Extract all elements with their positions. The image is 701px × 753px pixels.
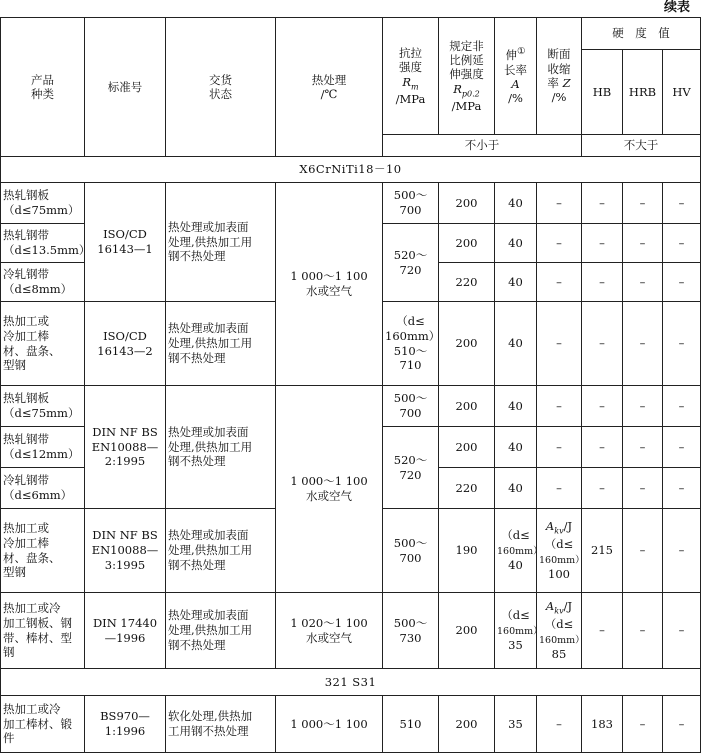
rm-cell: 520～ 720 xyxy=(383,224,439,302)
col-z: 断面 收缩 率 Z /% xyxy=(537,18,582,135)
delivery-cell: 热处理或加表面 处理,供热加工用 钢不热处理 xyxy=(166,593,276,669)
heat-cell: 1 000～1 100 水或空气 xyxy=(276,183,383,386)
col-standard: 标准号 xyxy=(85,18,166,157)
col-a: 伸① 长率 A /% xyxy=(495,18,537,135)
hb-cell: – xyxy=(582,183,623,224)
col-hrb: HRB xyxy=(623,50,663,135)
product-cell: 冷轧钢带 （d≤6mm） xyxy=(1,468,85,509)
hrb-cell: – xyxy=(623,593,663,669)
rp-cell: 200 xyxy=(439,427,495,468)
product-cell: 热加工或 冷加工棒 材、盘条、 型钢 xyxy=(1,509,85,593)
delivery-cell: 热处理或加表面 处理,供热加工用 钢不热处理 xyxy=(166,386,276,509)
heat-cell: 1 000～1 100 水或空气 xyxy=(276,386,383,593)
product-cell: 热轧钢带 （d≤12mm） xyxy=(1,427,85,468)
rm-cell: 500～ 700 xyxy=(383,183,439,224)
hb-cell: – xyxy=(582,263,623,302)
hv-cell: – xyxy=(663,302,701,386)
hrb-cell: – xyxy=(623,509,663,593)
section-title: 321 S31 xyxy=(1,669,701,696)
col-hardness: 硬 度 值 xyxy=(582,18,701,50)
section-title: X6CrNiTi18－10 xyxy=(1,157,701,183)
hb-cell: – xyxy=(582,468,623,509)
hv-cell: – xyxy=(663,427,701,468)
hv-cell: – xyxy=(663,183,701,224)
rp-cell: 200 xyxy=(439,224,495,263)
hb-cell: – xyxy=(582,386,623,427)
product-cell: 热轧钢板 （d≤75mm） xyxy=(1,386,85,427)
hb-cell: 183 xyxy=(582,696,623,753)
product-cell: 热加工或 冷加工棒 材、盘条、 型钢 xyxy=(1,302,85,386)
a-cell: 35 xyxy=(495,696,537,753)
hv-cell: – xyxy=(663,696,701,753)
col-product: 产品 种类 xyxy=(1,18,85,157)
col-rp: 规定非 比例延 伸强度 $R_{p0.2}$ /MPa xyxy=(439,18,495,135)
hv-cell: – xyxy=(663,509,701,593)
heat-cell: 1 000～1 100 xyxy=(276,696,383,753)
standard-cell: ISO/CD 16143—2 xyxy=(85,302,166,386)
hrb-cell: – xyxy=(623,468,663,509)
rp-cell: 200 xyxy=(439,696,495,753)
col-hv: HV xyxy=(663,50,701,135)
standard-cell: DIN 17440 —1996 xyxy=(85,593,166,669)
product-cell: 热轧钢带 （d≤13.5mm） xyxy=(1,224,85,263)
table-row xyxy=(1,696,701,753)
label-not-more: 不大于 xyxy=(582,135,701,157)
z-cell: – xyxy=(537,224,582,263)
a-cell: （d≤ 160mm） 40 xyxy=(495,509,537,593)
rp-cell: 200 xyxy=(439,183,495,224)
rm-cell: 500～ 730 xyxy=(383,593,439,669)
col-heat: 热处理 /℃ xyxy=(276,18,383,157)
delivery-cell: 热处理或加表面 处理,供热加工用 钢不热处理 xyxy=(166,509,276,593)
hv-cell: – xyxy=(663,468,701,509)
col-hb: HB xyxy=(582,50,623,135)
delivery-cell: 热处理或加表面 处理,供热加工用 钢不热处理 xyxy=(166,302,276,386)
hrb-cell: – xyxy=(623,302,663,386)
hrb-cell: – xyxy=(623,386,663,427)
z-cell: – xyxy=(537,263,582,302)
rm-cell: 520～ 720 xyxy=(383,427,439,509)
product-cell: 热轧钢板 （d≤75mm） xyxy=(1,183,85,224)
label-not-less: 不小于 xyxy=(383,135,582,157)
hb-cell: – xyxy=(582,593,623,669)
z-cell: – xyxy=(537,302,582,386)
rp-cell: 220 xyxy=(439,468,495,509)
hv-cell: – xyxy=(663,224,701,263)
rp-cell: 200 xyxy=(439,593,495,669)
rm-cell: 500～ 700 xyxy=(383,386,439,427)
z-cell: $A_{kv}/J$ （d≤ 160mm） 85 xyxy=(537,593,582,669)
a-cell: 40 xyxy=(495,302,537,386)
rp-cell: 200 xyxy=(439,386,495,427)
rp-cell: 220 xyxy=(439,263,495,302)
a-cell: 40 xyxy=(495,427,537,468)
standard-cell: ISO/CD 16143—1 xyxy=(85,183,166,302)
table-row xyxy=(1,593,701,669)
z-cell: – xyxy=(537,696,582,753)
continued-label: 续表 xyxy=(663,0,690,15)
hrb-cell: – xyxy=(623,224,663,263)
rp-cell: 190 xyxy=(439,509,495,593)
z-cell: – xyxy=(537,427,582,468)
standard-cell: DIN NF BS EN10088— 2:1995 xyxy=(85,386,166,509)
a-cell: 40 xyxy=(495,183,537,224)
z-cell: – xyxy=(537,183,582,224)
a-cell: 40 xyxy=(495,263,537,302)
delivery-cell: 热处理或加表面 处理,供热加工用 钢不热处理 xyxy=(166,183,276,302)
hrb-cell: – xyxy=(623,427,663,468)
standard-cell: DIN NF BS EN10088— 3:1995 xyxy=(85,509,166,593)
product-cell: 热加工或冷 加工钢板、钢 带、棒材、型 钢 xyxy=(1,593,85,669)
col-rm: 抗拉 强度 $R_m$ /MPa xyxy=(383,18,439,135)
hrb-cell: – xyxy=(623,696,663,753)
rm-cell: （d≤ 160mm） 510～ 710 xyxy=(383,302,439,386)
col-delivery: 交货 状态 xyxy=(166,18,276,157)
hv-cell: – xyxy=(663,263,701,302)
hv-cell: – xyxy=(663,593,701,669)
z-cell: – xyxy=(537,468,582,509)
properties-table xyxy=(0,17,701,753)
hrb-cell: – xyxy=(623,263,663,302)
hb-cell: – xyxy=(582,224,623,263)
delivery-cell: 软化处理,供热加 工用钢不热处理 xyxy=(166,696,276,753)
z-cell: $A_{kv}/J$ （d≤ 160mm） 100 xyxy=(537,509,582,593)
rm-cell: 500～ 700 xyxy=(383,509,439,593)
hv-cell: – xyxy=(663,386,701,427)
rm-cell: 510 xyxy=(383,696,439,753)
table-row xyxy=(1,183,701,224)
product-cell: 冷轧钢带 （d≤8mm） xyxy=(1,263,85,302)
z-cell: – xyxy=(537,386,582,427)
header-row xyxy=(1,18,701,50)
heat-cell: 1 020～1 100 水或空气 xyxy=(276,593,383,669)
hb-cell: – xyxy=(582,302,623,386)
a-cell: 40 xyxy=(495,224,537,263)
product-cell: 热加工或冷 加工棒材、锻 件 xyxy=(1,696,85,753)
hb-cell: 215 xyxy=(582,509,623,593)
hb-cell: – xyxy=(582,427,623,468)
rp-cell: 200 xyxy=(439,302,495,386)
hrb-cell: – xyxy=(623,183,663,224)
a-cell: 40 xyxy=(495,468,537,509)
table-row xyxy=(1,386,701,427)
a-cell: （d≤ 160mm） 35 xyxy=(495,593,537,669)
standard-cell: BS970— 1:1996 xyxy=(85,696,166,753)
a-cell: 40 xyxy=(495,386,537,427)
